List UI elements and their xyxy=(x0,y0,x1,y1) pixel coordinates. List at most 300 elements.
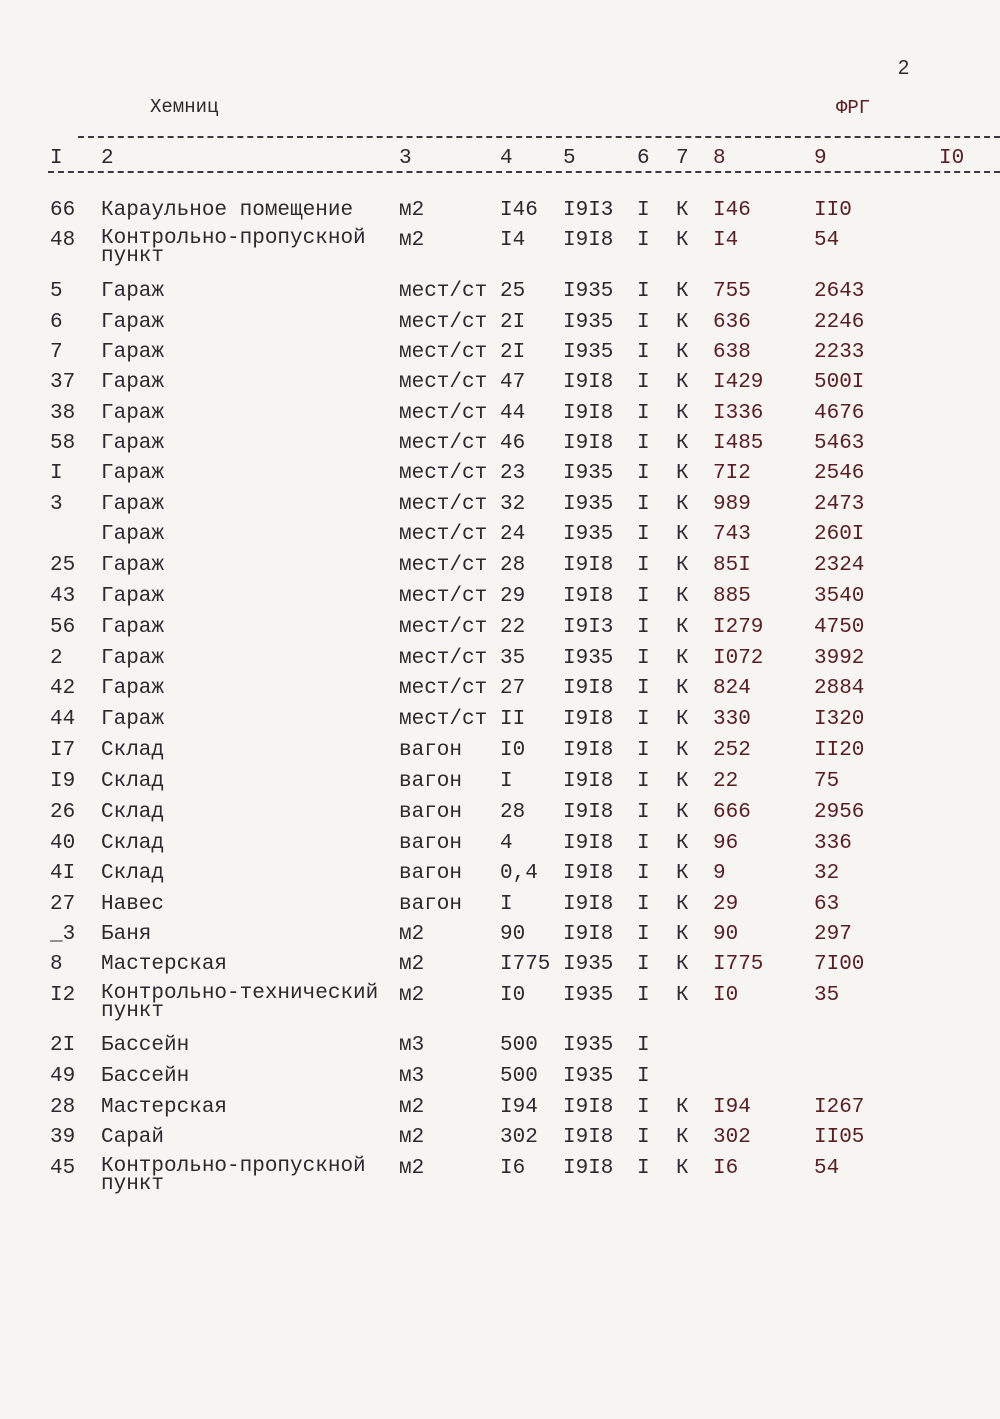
cell-n: 37 xyxy=(50,371,76,394)
cell-n: 43 xyxy=(50,585,76,608)
cell-qty: 29 xyxy=(500,585,526,608)
cell-n: I9 xyxy=(50,770,76,793)
table-row xyxy=(0,802,1000,832)
cell-c6: I xyxy=(637,493,650,516)
cell-n: 3 xyxy=(50,493,63,516)
cell-c7: К xyxy=(676,199,689,222)
cell-c8: 29 xyxy=(713,893,739,916)
cell-c7: К xyxy=(676,280,689,303)
cell-name: Бассейн xyxy=(101,1065,190,1088)
cell-c7: К xyxy=(676,1096,689,1119)
cell-c8: 638 xyxy=(713,341,751,364)
cell-c9: 54 xyxy=(814,1157,840,1180)
cell-c6: I xyxy=(637,341,650,364)
cell-c6: I xyxy=(637,523,650,546)
cell-c6: I xyxy=(637,554,650,577)
cell-n: 48 xyxy=(50,229,76,252)
cell-c8: 885 xyxy=(713,585,751,608)
table-row xyxy=(0,433,1000,463)
cell-year: I935 xyxy=(563,647,614,670)
cell-c6: I xyxy=(637,1065,650,1088)
cell-name: Склад xyxy=(101,832,165,855)
cell-qty: I775 xyxy=(500,953,551,976)
cell-year: I935 xyxy=(563,493,614,516)
cell-c6: I xyxy=(637,953,650,976)
cell-c9: 2473 xyxy=(814,493,865,516)
cell-c8: 85I xyxy=(713,554,751,577)
cell-c8: 330 xyxy=(713,708,751,731)
cell-name: Склад xyxy=(101,770,165,793)
cell-qty: 2I xyxy=(500,341,526,364)
table-row xyxy=(0,227,1000,268)
cell-c6: I xyxy=(637,677,650,700)
cell-c6: I xyxy=(637,199,650,222)
cell-qty: 22 xyxy=(500,616,526,639)
cell-n: 27 xyxy=(50,893,76,916)
cell-n: 25 xyxy=(50,554,76,577)
page-number: 2 xyxy=(898,57,910,79)
cell-year: I9I8 xyxy=(563,1126,614,1149)
cell-unit: мест/ст xyxy=(399,554,488,577)
column-header: 9 xyxy=(814,147,827,170)
cell-name: Баня xyxy=(101,923,152,946)
cell-c9: 2546 xyxy=(814,462,865,485)
cell-c6: I xyxy=(637,739,650,762)
cell-c8: I94 xyxy=(713,1096,751,1119)
cell-qty: 500 xyxy=(500,1034,538,1057)
cell-name: Навес xyxy=(101,893,165,916)
cell-unit: м2 xyxy=(399,1157,425,1180)
cell-c9: 2956 xyxy=(814,801,865,824)
table-row xyxy=(0,372,1000,402)
cell-c8: 9 xyxy=(713,862,726,885)
cell-c9: I320 xyxy=(814,708,865,731)
cell-unit: мест/ст xyxy=(399,585,488,608)
table-row xyxy=(0,617,1000,647)
cell-qty: I0 xyxy=(500,984,526,1007)
cell-c7: К xyxy=(676,554,689,577)
table-row xyxy=(0,833,1000,863)
cell-n: 40 xyxy=(50,832,76,855)
table-row xyxy=(0,648,1000,678)
cell-year: I9I8 xyxy=(563,1157,614,1180)
cell-c9: 2324 xyxy=(814,554,865,577)
cell-year: I9I8 xyxy=(563,708,614,731)
cell-c6: I xyxy=(637,311,650,334)
cell-qty: I94 xyxy=(500,1096,538,1119)
cell-c9: 7I00 xyxy=(814,953,865,976)
cell-name: Гараж xyxy=(101,585,165,608)
cell-c6: I xyxy=(637,585,650,608)
cell-unit: вагон xyxy=(399,832,463,855)
city-heading: Хемниц xyxy=(150,96,219,118)
cell-qty: I xyxy=(500,893,513,916)
cell-c7: К xyxy=(676,984,689,1007)
cell-c6: I xyxy=(637,1096,650,1119)
cell-unit: вагон xyxy=(399,770,463,793)
cell-c8: I429 xyxy=(713,371,764,394)
cell-c7: К xyxy=(676,708,689,731)
cell-c8: 755 xyxy=(713,280,751,303)
cell-n: 7 xyxy=(50,341,63,364)
cell-unit: мест/ст xyxy=(399,341,488,364)
cell-unit: мест/ст xyxy=(399,432,488,455)
cell-c7: К xyxy=(676,462,689,485)
cell-n: 45 xyxy=(50,1157,76,1180)
table-row xyxy=(0,403,1000,433)
cell-qty: I6 xyxy=(500,1157,526,1180)
cell-c7: К xyxy=(676,402,689,425)
cell-c7: К xyxy=(676,341,689,364)
cell-c6: I xyxy=(637,462,650,485)
cell-unit: мест/ст xyxy=(399,616,488,639)
table-row xyxy=(0,924,1000,954)
cell-qty: 500 xyxy=(500,1065,538,1088)
cell-unit: мест/ст xyxy=(399,523,488,546)
cell-name: Караульное помещение xyxy=(101,199,354,222)
cell-unit: м3 xyxy=(399,1034,425,1057)
cell-year: I935 xyxy=(563,953,614,976)
cell-year: I9I8 xyxy=(563,402,614,425)
cell-c7: К xyxy=(676,493,689,516)
cell-n: 6 xyxy=(50,311,63,334)
cell-unit: мест/ст xyxy=(399,708,488,731)
cell-unit: вагон xyxy=(399,801,463,824)
table-row xyxy=(0,894,1000,924)
cell-c6: I xyxy=(637,832,650,855)
cell-c9: 32 xyxy=(814,862,840,885)
cell-c7: К xyxy=(676,1126,689,1149)
cell-year: I9I8 xyxy=(563,371,614,394)
cell-c9: II20 xyxy=(814,739,865,762)
table-row xyxy=(0,463,1000,493)
cell-unit: мест/ст xyxy=(399,280,488,303)
table-row xyxy=(0,312,1000,342)
cell-c6: I xyxy=(637,280,650,303)
cell-c8: 743 xyxy=(713,523,751,546)
cell-n: 49 xyxy=(50,1065,76,1088)
cell-name: Гараж xyxy=(101,554,165,577)
cell-c6: I xyxy=(637,923,650,946)
cell-c9: 260I xyxy=(814,523,865,546)
cell-name: Мастерская xyxy=(101,1096,228,1119)
cell-year: I9I8 xyxy=(563,801,614,824)
cell-c6: I xyxy=(637,893,650,916)
table-row xyxy=(0,863,1000,893)
cell-c9: I267 xyxy=(814,1096,865,1119)
cell-unit: м2 xyxy=(399,923,425,946)
cell-year: I935 xyxy=(563,1065,614,1088)
table-row xyxy=(0,1155,1000,1196)
table-row xyxy=(0,678,1000,708)
cell-c7: К xyxy=(676,311,689,334)
cell-c7: К xyxy=(676,862,689,885)
cell-n: 42 xyxy=(50,677,76,700)
cell-n: 66 xyxy=(50,199,76,222)
table-row xyxy=(0,281,1000,311)
cell-c8: 96 xyxy=(713,832,739,855)
cell-name: Гараж xyxy=(101,523,165,546)
cell-n: _3 xyxy=(50,923,76,946)
cell-unit: мест/ст xyxy=(399,647,488,670)
cell-qty: 0,4 xyxy=(500,862,538,885)
cell-c6: I xyxy=(637,1126,650,1149)
cell-c8: I485 xyxy=(713,432,764,455)
country-heading: ФРГ xyxy=(836,97,871,119)
cell-year: I935 xyxy=(563,523,614,546)
cell-qty: 25 xyxy=(500,280,526,303)
cell-year: I9I8 xyxy=(563,677,614,700)
cell-c9: 5463 xyxy=(814,432,865,455)
cell-unit: вагон xyxy=(399,862,463,885)
cell-unit: м2 xyxy=(399,229,425,252)
cell-c6: I xyxy=(637,1157,650,1180)
cell-c6: I xyxy=(637,1034,650,1057)
cell-qty: 24 xyxy=(500,523,526,546)
cell-name: Гараж xyxy=(101,462,165,485)
table-row xyxy=(0,740,1000,770)
cell-name: Склад xyxy=(101,801,165,824)
cell-c9: 2246 xyxy=(814,311,865,334)
cell-n: I xyxy=(50,462,63,485)
column-header: 2 xyxy=(101,147,114,170)
cell-c8: I6 xyxy=(713,1157,739,1180)
cell-c8: I775 xyxy=(713,953,764,976)
cell-c9: 2643 xyxy=(814,280,865,303)
cell-c6: I xyxy=(637,432,650,455)
cell-qty: 2I xyxy=(500,311,526,334)
cell-year: I935 xyxy=(563,341,614,364)
cell-name: Гараж xyxy=(101,371,165,394)
cell-name: Гараж xyxy=(101,616,165,639)
cell-c7: К xyxy=(676,616,689,639)
cell-c9: 75 xyxy=(814,770,840,793)
cell-qty: 28 xyxy=(500,801,526,824)
cell-year: I9I8 xyxy=(563,862,614,885)
cell-c8: I072 xyxy=(713,647,764,670)
cell-c9: 4750 xyxy=(814,616,865,639)
table-row xyxy=(0,1066,1000,1096)
cell-c8: 824 xyxy=(713,677,751,700)
table-row xyxy=(0,954,1000,984)
cell-qty: 46 xyxy=(500,432,526,455)
cell-c9: II0 xyxy=(814,199,852,222)
cell-qty: 32 xyxy=(500,493,526,516)
cell-c7: К xyxy=(676,647,689,670)
cell-unit: вагон xyxy=(399,739,463,762)
cell-c7: К xyxy=(676,832,689,855)
cell-year: I9I8 xyxy=(563,585,614,608)
table-row xyxy=(0,982,1000,1023)
cell-unit: м3 xyxy=(399,1065,425,1088)
cell-year: I9I8 xyxy=(563,554,614,577)
cell-c9: 63 xyxy=(814,893,840,916)
cell-name: Контрольно-пропускной пункт xyxy=(101,227,366,268)
cell-name: Гараж xyxy=(101,432,165,455)
cell-name: Бассейн xyxy=(101,1034,190,1057)
cell-n: 8 xyxy=(50,953,63,976)
table-row xyxy=(0,1035,1000,1065)
table-row xyxy=(0,1097,1000,1127)
cell-unit: м2 xyxy=(399,984,425,1007)
cell-c8: I0 xyxy=(713,984,739,1007)
cell-c6: I xyxy=(637,402,650,425)
cell-c8: 636 xyxy=(713,311,751,334)
cell-n: 4I xyxy=(50,862,76,885)
cell-n: 5 xyxy=(50,280,63,303)
table-row xyxy=(0,555,1000,585)
table-row xyxy=(0,1127,1000,1157)
cell-year: I9I8 xyxy=(563,770,614,793)
cell-unit: мест/ст xyxy=(399,402,488,425)
column-header: 7 xyxy=(676,147,689,170)
cell-qty: 28 xyxy=(500,554,526,577)
cell-c9: II05 xyxy=(814,1126,865,1149)
cell-c8: I336 xyxy=(713,402,764,425)
cell-name: Сарай xyxy=(101,1126,165,1149)
cell-c7: К xyxy=(676,923,689,946)
cell-year: I9I8 xyxy=(563,432,614,455)
cell-name: Гараж xyxy=(101,311,165,334)
cell-c7: К xyxy=(676,801,689,824)
cell-c6: I xyxy=(637,862,650,885)
cell-c7: К xyxy=(676,953,689,976)
header-top-rule xyxy=(78,136,1000,138)
cell-c8: 302 xyxy=(713,1126,751,1149)
cell-year: I935 xyxy=(563,1034,614,1057)
cell-year: I935 xyxy=(563,462,614,485)
cell-c8: 90 xyxy=(713,923,739,946)
cell-name: Мастерская xyxy=(101,953,228,976)
cell-n: 2I xyxy=(50,1034,76,1057)
cell-c7: К xyxy=(676,585,689,608)
cell-unit: вагон xyxy=(399,893,463,916)
cell-year: I9I8 xyxy=(563,229,614,252)
cell-n: I7 xyxy=(50,739,76,762)
table-row xyxy=(0,342,1000,372)
cell-unit: м2 xyxy=(399,953,425,976)
cell-year: I9I8 xyxy=(563,1096,614,1119)
cell-year: I9I3 xyxy=(563,616,614,639)
cell-unit: мест/ст xyxy=(399,677,488,700)
cell-n: 39 xyxy=(50,1126,76,1149)
cell-year: I935 xyxy=(563,984,614,1007)
cell-year: I9I8 xyxy=(563,832,614,855)
cell-year: I9I8 xyxy=(563,739,614,762)
cell-c9: 3992 xyxy=(814,647,865,670)
cell-year: I935 xyxy=(563,311,614,334)
cell-year: I935 xyxy=(563,280,614,303)
cell-qty: 302 xyxy=(500,1126,538,1149)
cell-c6: I xyxy=(637,984,650,1007)
cell-c8: 666 xyxy=(713,801,751,824)
table-row xyxy=(0,524,1000,554)
column-header: 3 xyxy=(399,147,412,170)
table-row xyxy=(0,494,1000,524)
cell-n: 38 xyxy=(50,402,76,425)
cell-year: I9I3 xyxy=(563,199,614,222)
cell-c9: 4676 xyxy=(814,402,865,425)
cell-qty: 44 xyxy=(500,402,526,425)
column-header: 5 xyxy=(563,147,576,170)
cell-c8: 7I2 xyxy=(713,462,751,485)
cell-name: Склад xyxy=(101,862,165,885)
cell-unit: мест/ст xyxy=(399,371,488,394)
cell-c8: 22 xyxy=(713,770,739,793)
cell-qty: I4 xyxy=(500,229,526,252)
cell-name: Гараж xyxy=(101,402,165,425)
cell-c7: К xyxy=(676,893,689,916)
cell-c9: 54 xyxy=(814,229,840,252)
cell-qty: 27 xyxy=(500,677,526,700)
cell-n: I2 xyxy=(50,984,76,1007)
cell-c9: 500I xyxy=(814,371,865,394)
cell-c7: К xyxy=(676,371,689,394)
cell-name: Гараж xyxy=(101,647,165,670)
cell-c6: I xyxy=(637,616,650,639)
cell-c6: I xyxy=(637,647,650,670)
cell-n: 58 xyxy=(50,432,76,455)
header-bottom-rule xyxy=(48,171,1000,173)
cell-c7: К xyxy=(676,432,689,455)
cell-unit: м2 xyxy=(399,1126,425,1149)
cell-c9: 35 xyxy=(814,984,840,1007)
cell-qty: I xyxy=(500,770,513,793)
cell-c7: К xyxy=(676,1157,689,1180)
cell-unit: м2 xyxy=(399,199,425,222)
cell-c8: I4 xyxy=(713,229,739,252)
cell-name: Гараж xyxy=(101,708,165,731)
cell-year: I9I8 xyxy=(563,923,614,946)
cell-c9: 297 xyxy=(814,923,852,946)
cell-c6: I xyxy=(637,708,650,731)
column-header: 6 xyxy=(637,147,650,170)
cell-c7: К xyxy=(676,523,689,546)
cell-qty: 90 xyxy=(500,923,526,946)
cell-qty: I0 xyxy=(500,739,526,762)
cell-name: Контрольно-пропускной пункт xyxy=(101,1155,366,1196)
cell-unit: мест/ст xyxy=(399,493,488,516)
cell-name: Гараж xyxy=(101,493,165,516)
cell-n: 26 xyxy=(50,801,76,824)
cell-c6: I xyxy=(637,371,650,394)
table-row xyxy=(0,586,1000,616)
cell-n: 56 xyxy=(50,616,76,639)
cell-unit: мест/ст xyxy=(399,311,488,334)
cell-qty: 23 xyxy=(500,462,526,485)
cell-qty: II xyxy=(500,708,526,731)
cell-qty: I46 xyxy=(500,199,538,222)
cell-name: Гараж xyxy=(101,677,165,700)
cell-c8: I46 xyxy=(713,199,751,222)
cell-c7: К xyxy=(676,677,689,700)
table-row xyxy=(0,709,1000,739)
cell-name: Гараж xyxy=(101,280,165,303)
cell-c7: К xyxy=(676,739,689,762)
cell-n: 28 xyxy=(50,1096,76,1119)
cell-qty: 35 xyxy=(500,647,526,670)
table-row xyxy=(0,771,1000,801)
cell-qty: 4 xyxy=(500,832,513,855)
cell-c6: I xyxy=(637,801,650,824)
cell-unit: м2 xyxy=(399,1096,425,1119)
cell-c8: I279 xyxy=(713,616,764,639)
cell-c9: 2884 xyxy=(814,677,865,700)
cell-year: I9I8 xyxy=(563,893,614,916)
column-header: I xyxy=(50,147,63,170)
cell-name: Контрольно-технический пункт xyxy=(101,982,379,1023)
column-header: I0 xyxy=(939,147,965,170)
